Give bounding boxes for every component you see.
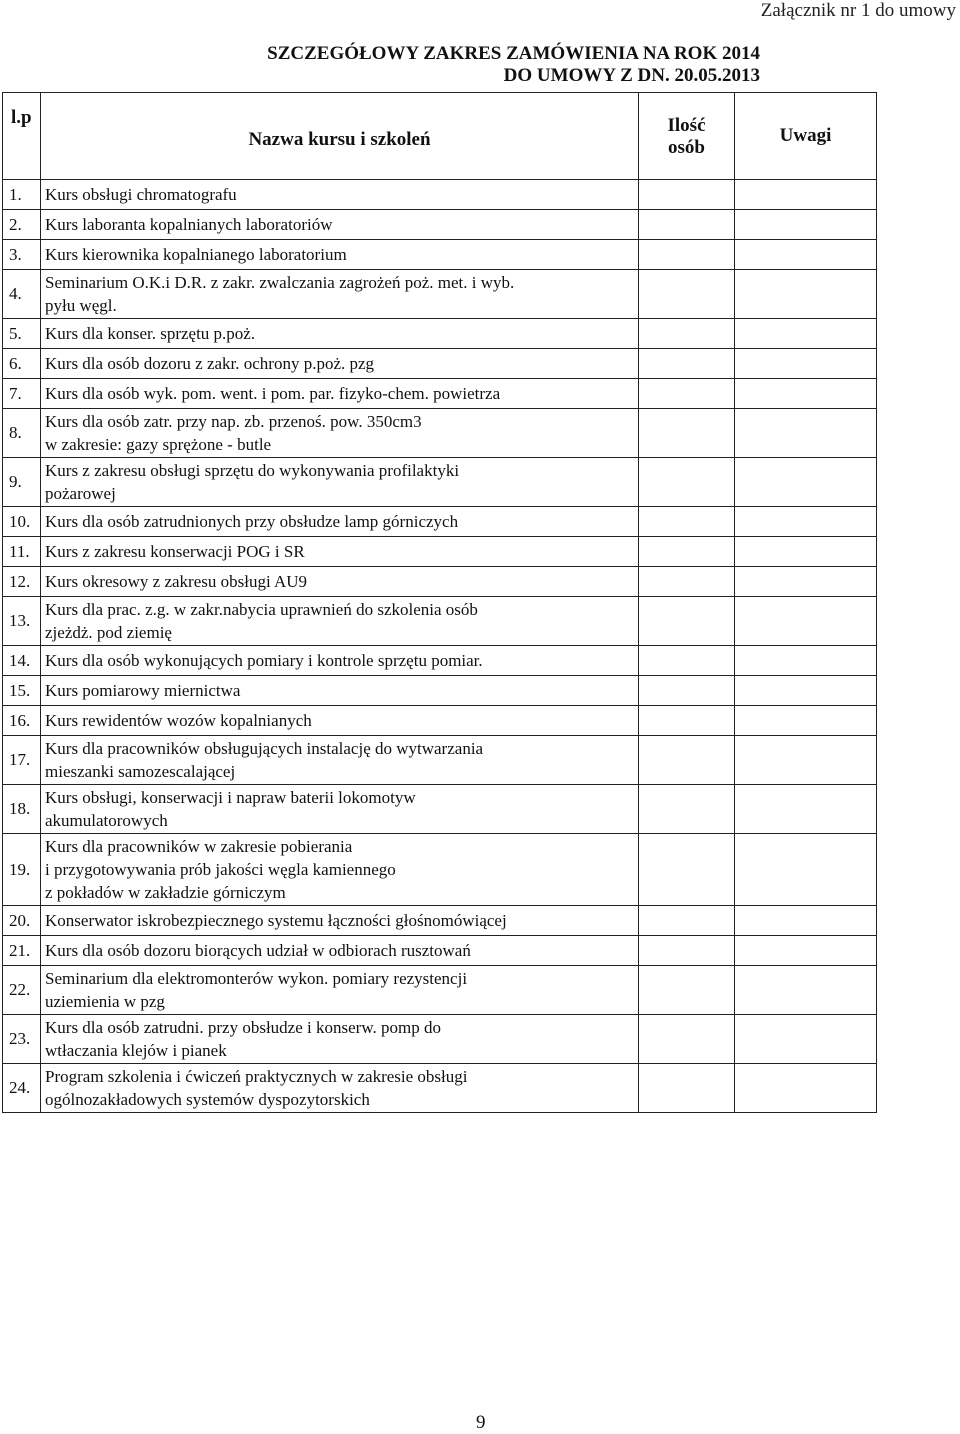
- course-name-line: Seminarium dla elektromonterów wykon. pomiary rezystencji: [45, 969, 468, 988]
- notes-cell[interactable]: [735, 349, 877, 379]
- table-row: [3, 936, 877, 966]
- notes-cell[interactable]: [735, 676, 877, 706]
- quantity-cell[interactable]: [639, 736, 735, 785]
- row-number: 7.: [3, 379, 41, 409]
- course-name: [41, 537, 639, 567]
- row-number: 19.: [3, 834, 41, 906]
- quantity-cell[interactable]: [639, 180, 735, 210]
- course-name-line: Kurs z zakresu konserwacji POG i SR: [45, 542, 305, 561]
- table-row: [3, 379, 877, 409]
- quantity-cell[interactable]: [639, 379, 735, 409]
- table-row: [3, 210, 877, 240]
- course-name-line: zjeżdż. pod ziemię: [45, 623, 172, 642]
- courses-table: [2, 92, 877, 1113]
- notes-cell[interactable]: [735, 458, 877, 507]
- course-name: [41, 507, 639, 537]
- course-name: [41, 936, 639, 966]
- row-number: 21.: [3, 936, 41, 966]
- table-row: [3, 1015, 877, 1064]
- notes-cell[interactable]: [735, 1064, 877, 1113]
- course-name: [41, 240, 639, 270]
- notes-cell[interactable]: [735, 210, 877, 240]
- header-notes: Uwagi: [735, 93, 877, 180]
- course-name: [41, 567, 639, 597]
- quantity-cell[interactable]: [639, 507, 735, 537]
- table-row: [3, 537, 877, 567]
- course-name: [41, 180, 639, 210]
- row-number: 5.: [3, 319, 41, 349]
- quantity-cell[interactable]: [639, 270, 735, 319]
- notes-cell[interactable]: [735, 936, 877, 966]
- course-name-line: Seminarium O.K.i D.R. z zakr. zwalczania zagrożeń poż. met. i wyb.: [45, 273, 515, 292]
- quantity-cell[interactable]: [639, 458, 735, 507]
- quantity-cell[interactable]: [639, 240, 735, 270]
- course-name: [41, 270, 639, 319]
- notes-cell[interactable]: [735, 785, 877, 834]
- row-number: 13.: [3, 597, 41, 646]
- quantity-cell[interactable]: [639, 936, 735, 966]
- course-name-line: Kurs pomiarowy miernictwa: [45, 681, 241, 700]
- quantity-cell[interactable]: [639, 567, 735, 597]
- course-name-line: ogólnozakładowych systemów dyspozytorskich: [45, 1090, 370, 1109]
- course-name: [41, 736, 639, 785]
- notes-cell[interactable]: [735, 646, 877, 676]
- row-number: 24.: [3, 1064, 41, 1113]
- course-name: [41, 379, 639, 409]
- course-name-line: w zakresie: gazy sprężone - butle: [45, 435, 272, 454]
- notes-cell[interactable]: [735, 379, 877, 409]
- row-number: 8.: [3, 409, 41, 458]
- course-name-line: Kurs dla konser. sprzętu p.poż.: [45, 324, 256, 343]
- course-name: [41, 1064, 639, 1113]
- course-name: [41, 706, 639, 736]
- table-row: [3, 567, 877, 597]
- table-row: [3, 906, 877, 936]
- quantity-cell[interactable]: [639, 319, 735, 349]
- notes-cell[interactable]: [735, 597, 877, 646]
- table-row: [3, 736, 877, 785]
- course-name-line: uziemienia w pzg: [45, 992, 165, 1011]
- quantity-cell[interactable]: [639, 785, 735, 834]
- notes-cell[interactable]: [735, 409, 877, 458]
- notes-cell[interactable]: [735, 1015, 877, 1064]
- row-number: 6.: [3, 349, 41, 379]
- course-name: [41, 646, 639, 676]
- row-number: 16.: [3, 706, 41, 736]
- row-number: 9.: [3, 458, 41, 507]
- row-number: 1.: [3, 180, 41, 210]
- course-name: [41, 966, 639, 1015]
- notes-cell[interactable]: [735, 240, 877, 270]
- quantity-cell[interactable]: [639, 676, 735, 706]
- table-body: [3, 180, 877, 1113]
- quantity-cell[interactable]: [639, 409, 735, 458]
- course-name: [41, 906, 639, 936]
- course-name-line: wtłaczania klejów i pianek: [45, 1041, 227, 1060]
- table-row: [3, 240, 877, 270]
- row-number: 2.: [3, 210, 41, 240]
- course-name-line: Kurs dla osób wyk. pom. went. i pom. par. fizyko-chem. powietrza: [45, 384, 501, 403]
- course-name-line: mieszanki samozescalającej: [45, 762, 236, 781]
- course-name-line: Kurs okresowy z zakresu obsługi AU9: [45, 572, 308, 591]
- notes-cell[interactable]: [735, 507, 877, 537]
- header-lp: l.p: [3, 93, 41, 180]
- header-quantity-line-2: osób: [668, 137, 705, 158]
- course-name-line: Kurs dla osób wykonujących pomiary i kontrole sprzętu pomiar.: [45, 651, 483, 670]
- page-number: 9: [476, 1412, 486, 1433]
- course-name-line: Kurs laboranta kopalnianych laboratoriów: [45, 215, 333, 234]
- course-name-line: Kurs kierownika kopalnianego laboratorium: [45, 245, 347, 264]
- row-number: 17.: [3, 736, 41, 785]
- table-row: [3, 319, 877, 349]
- title-line-2: DO UMOWY Z DN. 20.05.2013: [503, 65, 760, 86]
- table-row: [3, 785, 877, 834]
- course-name-line: z pokładów w zakładzie górniczym: [45, 883, 286, 902]
- course-name-line: pożarowej: [45, 484, 116, 503]
- course-name-line: Kurs z zakresu obsługi sprzętu do wykonywania profilaktyki: [45, 461, 460, 480]
- course-name-line: Kurs dla osób zatrudnionych przy obsłudze lamp górniczych: [45, 512, 459, 531]
- annex-label: Załącznik nr 1 do umowy: [760, 0, 956, 21]
- table-row: [3, 597, 877, 646]
- quantity-cell[interactable]: [639, 906, 735, 936]
- course-name-line: Kurs dla osób dozoru z zakr. ochrony p.poż. pzg: [45, 354, 375, 373]
- row-number: 11.: [3, 537, 41, 567]
- table-row: [3, 409, 877, 458]
- table-row: [3, 1064, 877, 1113]
- row-number: 10.: [3, 507, 41, 537]
- table-row: [3, 507, 877, 537]
- course-name-line: pyłu węgl.: [45, 296, 117, 315]
- table-header-row: [3, 93, 877, 180]
- quantity-cell[interactable]: [639, 834, 735, 906]
- notes-cell[interactable]: [735, 319, 877, 349]
- course-name: [41, 1015, 639, 1064]
- table-row: [3, 706, 877, 736]
- table-row: [3, 646, 877, 676]
- course-name-line: Kurs rewidentów wozów kopalnianych: [45, 711, 312, 730]
- document-title: [200, 43, 760, 87]
- course-name: [41, 676, 639, 706]
- quantity-cell[interactable]: [639, 349, 735, 379]
- course-name-line: i przygotowywania prób jakości węgla kamiennego: [45, 860, 396, 879]
- notes-cell[interactable]: [735, 834, 877, 906]
- row-number: 3.: [3, 240, 41, 270]
- course-name-line: akumulatorowych: [45, 811, 168, 830]
- course-name: [41, 785, 639, 834]
- table-row: [3, 458, 877, 507]
- quantity-cell[interactable]: [639, 597, 735, 646]
- notes-cell[interactable]: [735, 706, 877, 736]
- quantity-cell[interactable]: [639, 646, 735, 676]
- notes-cell[interactable]: [735, 270, 877, 319]
- course-name-line: Kurs dla osób dozoru biorących udział w odbiorach rusztowań: [45, 941, 471, 960]
- course-name: [41, 597, 639, 646]
- row-number: 18.: [3, 785, 41, 834]
- course-name-line: Kurs obsługi, konserwacji i napraw baterii lokomotyw: [45, 788, 416, 807]
- course-name-line: Kurs obsługi chromatografu: [45, 185, 237, 204]
- course-name-line: Program szkolenia i ćwiczeń praktycznych w zakresie obsługi: [45, 1067, 468, 1086]
- row-number: 20.: [3, 906, 41, 936]
- table-row: [3, 349, 877, 379]
- row-number: 14.: [3, 646, 41, 676]
- table-row: [3, 966, 877, 1015]
- header-quantity: [639, 93, 735, 180]
- row-number: 22.: [3, 966, 41, 1015]
- table-row: [3, 270, 877, 319]
- table-row: [3, 180, 877, 210]
- course-name-line: Kurs dla osób zatr. przy nap. zb. przenoś. pow. 350cm3: [45, 412, 422, 431]
- course-name: [41, 319, 639, 349]
- course-name-line: Kurs dla pracowników obsługujących instalację do wytwarzania: [45, 739, 484, 758]
- course-name: [41, 458, 639, 507]
- course-name: [41, 210, 639, 240]
- row-number: 23.: [3, 1015, 41, 1064]
- course-name: [41, 349, 639, 379]
- notes-cell[interactable]: [735, 966, 877, 1015]
- course-name: [41, 409, 639, 458]
- table-row: [3, 676, 877, 706]
- header-course-name: Nazwa kursu i szkoleń: [41, 93, 639, 180]
- notes-cell[interactable]: [735, 906, 877, 936]
- notes-cell[interactable]: [735, 567, 877, 597]
- course-name-line: Kurs dla prac. z.g. w zakr.nabycia uprawnień do szkolenia osób: [45, 600, 478, 619]
- row-number: 4.: [3, 270, 41, 319]
- course-name-line: Kurs dla osób zatrudni. przy obsłudze i konserw. pomp do: [45, 1018, 441, 1037]
- notes-cell[interactable]: [735, 736, 877, 785]
- course-name: [41, 834, 639, 906]
- quantity-cell[interactable]: [639, 1015, 735, 1064]
- quantity-cell[interactable]: [639, 1064, 735, 1113]
- course-name-line: Konserwator iskrobezpiecznego systemu łączności głośnomówiącej: [45, 911, 507, 930]
- table-row: [3, 834, 877, 906]
- header-quantity-line-1: Ilość: [667, 115, 706, 136]
- quantity-cell[interactable]: [639, 706, 735, 736]
- notes-cell[interactable]: [735, 180, 877, 210]
- course-name-line: Kurs dla pracowników w zakresie pobierania: [45, 837, 353, 856]
- quantity-cell[interactable]: [639, 537, 735, 567]
- notes-cell[interactable]: [735, 537, 877, 567]
- row-number: 15.: [3, 676, 41, 706]
- title-line-1: SZCZEGÓŁOWY ZAKRES ZAMÓWIENIA NA ROK 2014: [267, 43, 760, 64]
- row-number: 12.: [3, 567, 41, 597]
- quantity-cell[interactable]: [639, 210, 735, 240]
- quantity-cell[interactable]: [639, 966, 735, 1015]
